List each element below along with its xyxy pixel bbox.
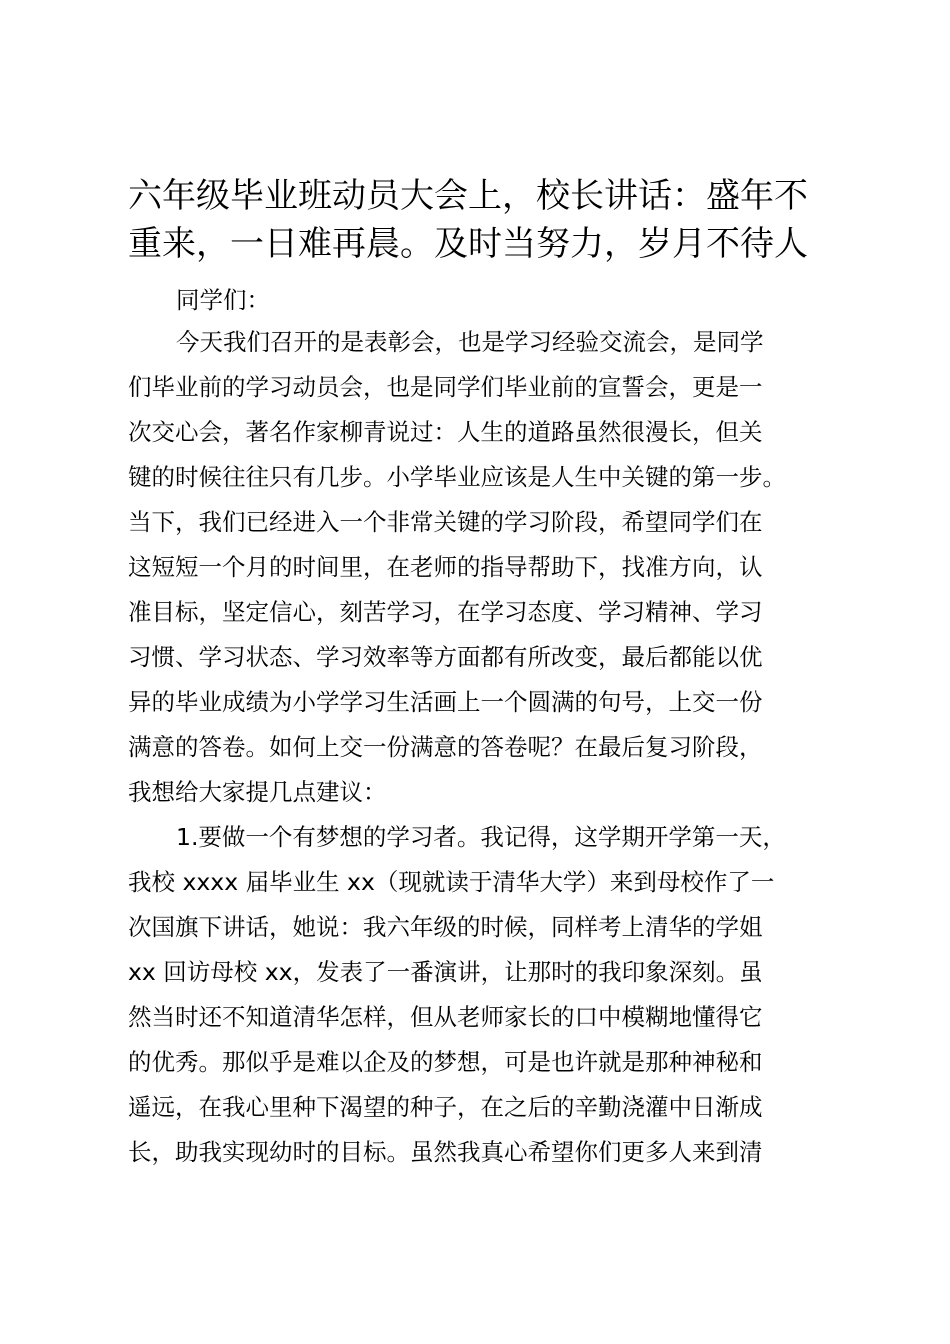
paragraph-line: 然当时还不知道清华怎样，但从老师家长的口中模糊地懂得它 [128, 1003, 763, 1031]
paragraph-line: 次交心会，著名作家柳青说过：人生的道路虽然很漫长，但关 [128, 418, 763, 446]
paragraph-line: 异的毕业成绩为小学学习生活画上一个圆满的句号，上交一份 [128, 688, 763, 716]
paragraph-line: 这短短一个月的时间里，在老师的指导帮助下，找准方向，认 [128, 553, 763, 581]
paragraph-line: 们毕业前的学习动员会，也是同学们毕业前的宣誓会，更是一 [128, 373, 763, 401]
paragraph-line: 遥远，在我心里种下渴望的种子，在之后的辛勤浇灌中日渐成 [128, 1093, 763, 1121]
paragraph-line: xx 回访母校 xx，发表了一番演讲，让那时的我印象深刻。虽 [128, 958, 763, 986]
paragraph-line: 当下，我们已经进入一个非常关键的学习阶段，希望同学们在 [128, 508, 763, 536]
paragraph-line: 次国旗下讲话，她说：我六年级的时候，同样考上清华的学姐 [128, 913, 763, 941]
paragraph-line: 长，助我实现幼时的目标。虽然我真心希望你们更多人来到清 [128, 1138, 763, 1166]
paragraph-line: 的优秀。那似乎是难以企及的梦想，可是也许就是那种神秘和 [128, 1048, 763, 1076]
paragraph-line: 今天我们召开的是表彰会，也是学习经验交流会，是同学 [176, 328, 764, 356]
document-title-line-1: 六年级毕业班动员大会上，校长讲话：盛年不 [128, 176, 808, 216]
paragraph-line: 键的时候往往只有几步。小学毕业应该是人生中关键的第一步。 [128, 463, 786, 491]
salutation: 同学们： [176, 286, 270, 314]
paragraph-line: 我校 xxxx 届毕业生 xx（现就读于清华大学）来到母校作了一 [128, 868, 775, 896]
paragraph-line: 准目标，坚定信心，刻苦学习，在学习态度、学习精神、学习 [128, 598, 763, 626]
paragraph-line: 满意的答卷。如何上交一份满意的答卷呢？在最后复习阶段， [128, 733, 763, 761]
paragraph-line: 1.要做一个有梦想的学习者。我记得，这学期开学第一天， [176, 823, 786, 851]
paragraph-line: 我想给大家提几点建议： [128, 778, 387, 806]
paragraph-line: 习惯、学习状态、学习效率等方面都有所改变，最后都能以优 [128, 643, 763, 671]
document-title-line-2: 重来，一日难再晨。及时当努力，岁月不待人 [128, 224, 808, 264]
